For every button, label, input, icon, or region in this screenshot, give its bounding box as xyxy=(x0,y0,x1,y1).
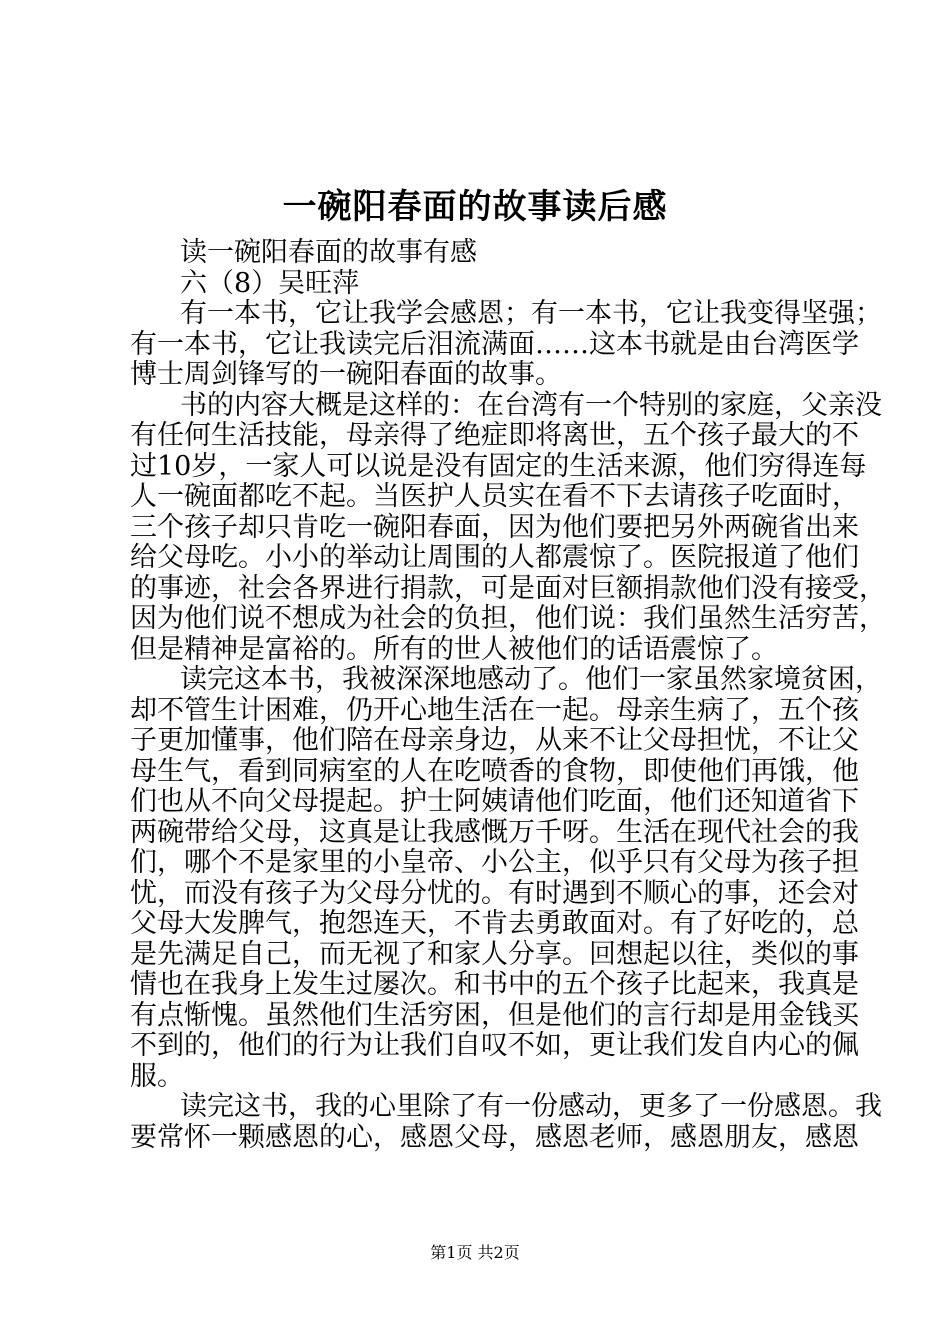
text-line: 但是精神是富裕的。所有的世人被他们的话语震惊了。 xyxy=(130,633,778,665)
text-line: 六（8）吴旺萍 xyxy=(180,267,360,299)
text-line: 忧，而没有孩子为父母分忧的。有时遇到不顺心的事，还会对 xyxy=(130,877,859,909)
text-line: 过10岁，一家人可以说是没有固定的生活来源，他们穷得连每 xyxy=(130,450,867,482)
paragraph xyxy=(130,269,830,300)
document-title: 一碗阳春面的故事读后感 xyxy=(282,187,668,227)
paragraph xyxy=(130,389,886,666)
text-line: 博士周剑锋写的一碗阳春面的故事。 xyxy=(130,359,562,390)
text-line: 父母大发脾气，抱怨连天，不肯去勇敢面对。有了好吃的，总 xyxy=(130,908,859,939)
document-body xyxy=(130,237,886,1153)
text-line: 母生气，看到同病室的人在吃喷香的食物，即使他们再饿，他 xyxy=(130,755,859,787)
paragraph xyxy=(130,664,882,1092)
text-line: 却不管生计困难，仍开心地生活在一起。母亲生病了，五个孩 xyxy=(130,694,859,726)
text-line: 的事迹，社会各界进行捐款，可是面对巨额捐款他们没有接受， xyxy=(130,572,886,604)
text-line: 三个孩子却只肯吃一碗阳春面，因为他们要把另外两碗省出来 xyxy=(130,511,859,543)
text-line: 有一本书，它让我读完后泪流满面……这本书就是由台湾医学 xyxy=(130,328,859,360)
page-number: 第1页 共2页 xyxy=(430,1243,520,1262)
text-line: 子更加懂事，他们陪在母亲身边，从来不让父母担忧，不让父 xyxy=(130,725,859,756)
text-line: 有任何生活技能，母亲得了绝症即将离世，五个孩子最大的不 xyxy=(130,420,859,451)
text-line: 读完这书，我的心里除了有一份感动，更多了一份感恩。我 xyxy=(180,1091,882,1122)
text-line: 们，哪个不是家里的小皇帝、小公主，似乎只有父母为孩子担 xyxy=(130,847,859,878)
text-line: 读一碗阳春面的故事有感 xyxy=(180,237,477,268)
text-line: 不到的，他们的行为让我们自叹不如，更让我们发自内心的佩 xyxy=(130,1030,859,1061)
text-line: 是先满足自己，而无视了和家人分享。回想起以往，类似的事 xyxy=(130,938,859,970)
text-line: 因为他们说不想成为社会的负担，他们说：我们虽然生活穷苦， xyxy=(130,603,886,634)
text-line: 读完这本书，我被深深地感动了。他们一家虽然家境贫困， xyxy=(180,664,882,695)
text-line: 有点惭愧。虽然他们生活穷困，但是他们的言行却是用金钱买 xyxy=(130,999,859,1031)
paragraph xyxy=(130,1091,882,1153)
text-line: 人一碗面都吃不起。当医护人员实在看不下去请孩子吃面时， xyxy=(130,481,859,512)
text-line: 有一本书，它让我学会感恩；有一本书，它让我变得坚强； xyxy=(180,298,882,329)
text-line: 两碗带给父母，这真是让我感慨万千呀。生活在现代社会的我 xyxy=(130,816,859,848)
text-line: 服。 xyxy=(130,1060,184,1092)
text-line: 要常怀一颗感恩的心，感恩父母，感恩老师，感恩朋友，感恩 xyxy=(130,1121,859,1153)
text-line: 给父母吃。小小的举动让周围的人都震惊了。医院报道了他们 xyxy=(130,542,859,573)
text-line: 们也从不向父母提起。护士阿姨请他们吃面，他们还知道省下 xyxy=(130,786,859,817)
paragraph xyxy=(130,238,830,269)
text-line: 书的内容大概是这样的：在台湾有一个特别的家庭，父亲没 xyxy=(180,389,882,421)
paragraph xyxy=(130,298,882,391)
text-line: 情也在我身上发生过屡次。和书中的五个孩子比起来，我真是 xyxy=(130,969,859,1000)
